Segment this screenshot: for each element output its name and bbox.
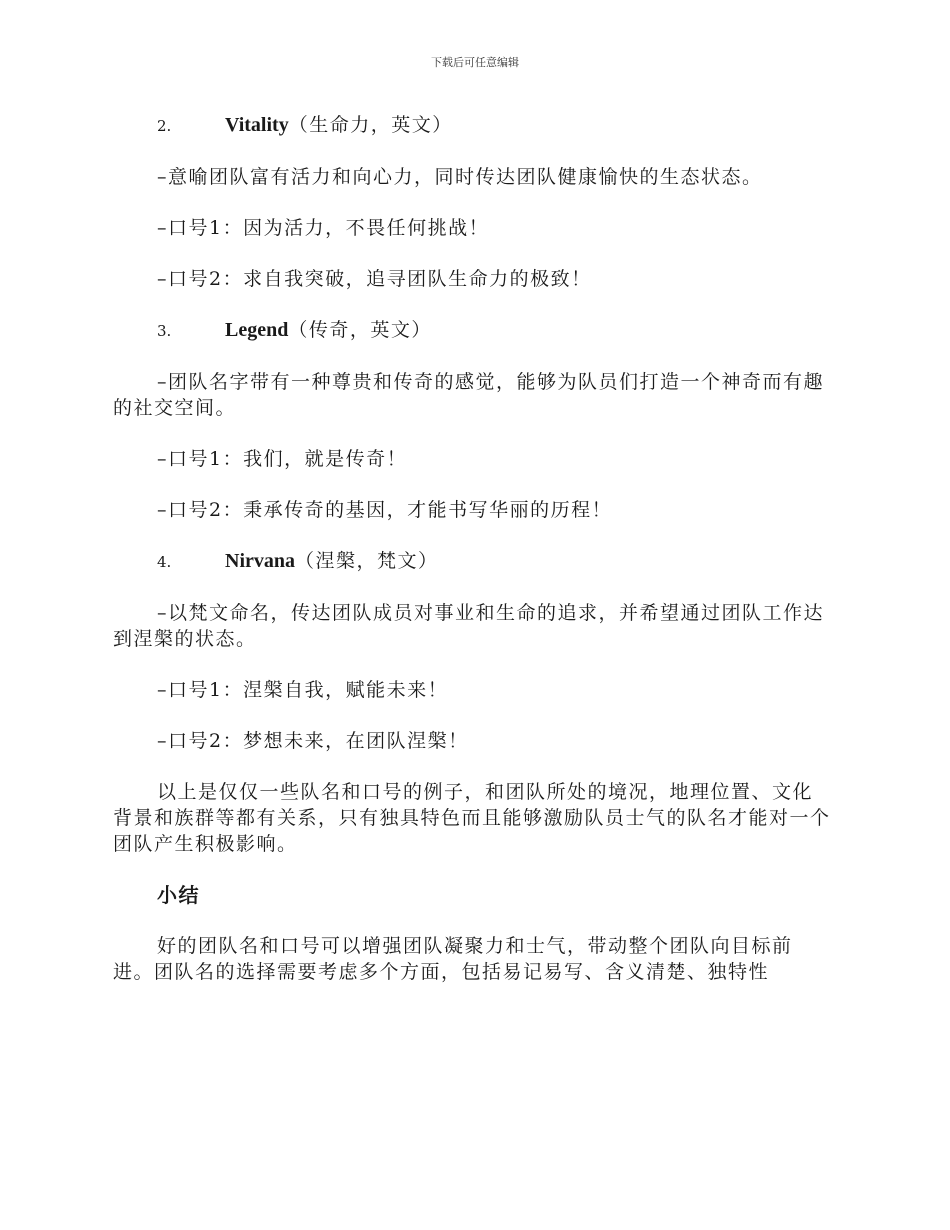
item-name-en: Nirvana [225,550,295,572]
item-description: –以梵文命名，传达团队成员对事业和生命的追求，并希望通过团队工作达到涅槃的状态。 [113,602,825,650]
team-name-item [157,317,833,344]
item-number: 2. [157,117,172,135]
item-slogan: –口号1：因为活力，不畏任何挑战！ [157,217,490,239]
item-name-note: （传奇，英文） [288,319,432,341]
item-number: 3. [157,322,172,340]
conclusion-paragraph: 以上是仅仅一些队名和口号的例子，和团队所处的境况，地理位置、文化背景和族群等都有关系，只有独具特色而且能够激励队员士气的队名才能对一个团队产生积极影响。 [113,781,831,855]
item-description: –团队名字带有一种尊贵和传奇的感觉，能够为队员们打造一个神奇而有趣的社交空间。 [113,371,825,419]
item-description: –意喻团队富有活力和向心力，同时传达团队健康愉快的生态状态。 [157,166,763,188]
summary-paragraph: 好的团队名和口号可以增强团队凝聚力和士气，带动整个团队向目标前进。团队名的选择需要考虑多个方面，包括易记易写、含义清楚、独特性 [113,935,793,983]
document-body [113,112,833,1010]
item-title [225,548,439,574]
summary-heading: 小结 [157,883,200,907]
item-name-en: Vitality [225,114,289,136]
item-name-note: （生命力，英文） [288,114,453,136]
item-name-en: Legend [225,319,289,341]
item-number: 4. [157,553,172,571]
page-header: 下载后可任意编辑 [431,56,519,69]
team-name-item [157,112,833,139]
item-title [225,112,453,138]
item-slogan: –口号1：我们，就是传奇！ [157,448,408,470]
item-slogan: –口号2：求自我突破，追寻团队生命力的极致！ [157,268,592,290]
item-slogan: –口号1：涅槃自我，赋能未来！ [157,679,449,701]
team-name-item [157,548,833,575]
item-slogan: –口号2：梦想未来，在团队涅槃！ [157,730,469,752]
item-slogan: –口号2：秉承传奇的基因，才能书写华丽的历程！ [157,499,613,521]
item-name-note: （涅槃，梵文） [295,550,439,572]
item-title [225,317,432,343]
